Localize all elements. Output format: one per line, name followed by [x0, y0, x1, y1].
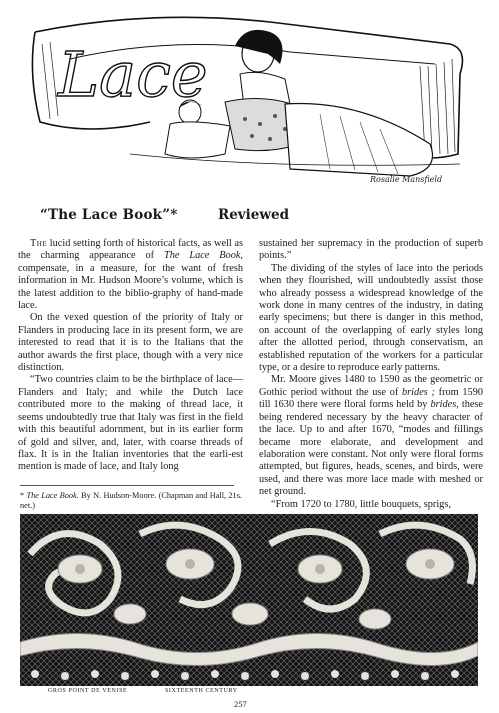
figure-caption-left: GROS POINT DE VENISE — [48, 688, 128, 694]
header-illustration — [30, 4, 470, 186]
paragraph: On the vexed question of the priority of Italy or Flanders in producing lace in its present form, we are interested to read that it is to the Italians that the author awards the first place, though with a very nice distinction. — [18, 312, 243, 374]
paragraph: The dividing of the styles of lace into the periods when they flourished, will undoubtedly assist those who already possess a widespread knowledge of the work done in many centres of the industry, in dating early specimens; but there is danger in this method, on account of the overlapping of early styles long after the allotted period, through conservatism, an established reputation of the workers for a particular type, or a desire to reproduce early patterns. — [259, 262, 483, 374]
left-text-column — [18, 238, 243, 474]
paragraph: sustained her supremacy in the production of superb points.” — [259, 238, 483, 262]
lace-photograph — [20, 514, 478, 686]
paragraph: “Two countries claim to be the birthplace of lace—Flanders and Italy; and while the Dutch lace contributed more to the making of thread lace, it seems undoubtedly true that Italy was first in the field with this beautiful adornment, but in its earlier form of gold and silver, and, later, with coarse threads of flax. It is in the Italian inventories that the earli-est mention is made of lace, and Italy long — [18, 374, 243, 473]
paragraph: The lucid setting forth of historical facts, as well as the charming appearance of The Lace Book, compensate, in a measure, for the want of fresh information in Mr. Hudson Moore’s volume, which is the latest addition to the biblio-graphy of hand-made lace. — [18, 238, 243, 312]
artist-signature: Rosalie Mansfield — [370, 175, 443, 184]
paragraph: “From 1720 to 1780, little bouquets, sprigs, — [271, 498, 451, 510]
footnote: * The Lace Book. By N. Hudson-Moore. (Chapman and Hall, 21s. net.) — [20, 491, 242, 510]
lace-logo-text: Lace — [58, 38, 208, 111]
footnote-rule — [20, 485, 234, 486]
figure-caption-right: SIXTEENTH CENTURY — [165, 688, 238, 694]
paragraph: Mr. Moore gives 1480 to 1590 as the geometric or Gothic period without the use of brides ; from 1590 till 1630 there were floral forms held by brides, these being rendered necessary by the heavy character of the lace. Up to and after 1670, “modes and fillings became more elaborate, and development and elaboration were constant. Not only were floral forms attempted, but figures, heads, scenes, and birds, were used, and there was more lace made with meshed or net ground. — [259, 374, 483, 498]
article-title-reviewed: Reviewed — [218, 207, 290, 223]
page-number: 257 — [234, 699, 247, 709]
article-title: “The Lace Book”* — [40, 207, 178, 223]
lead-word: The — [30, 238, 48, 249]
right-text-column — [259, 238, 483, 511]
